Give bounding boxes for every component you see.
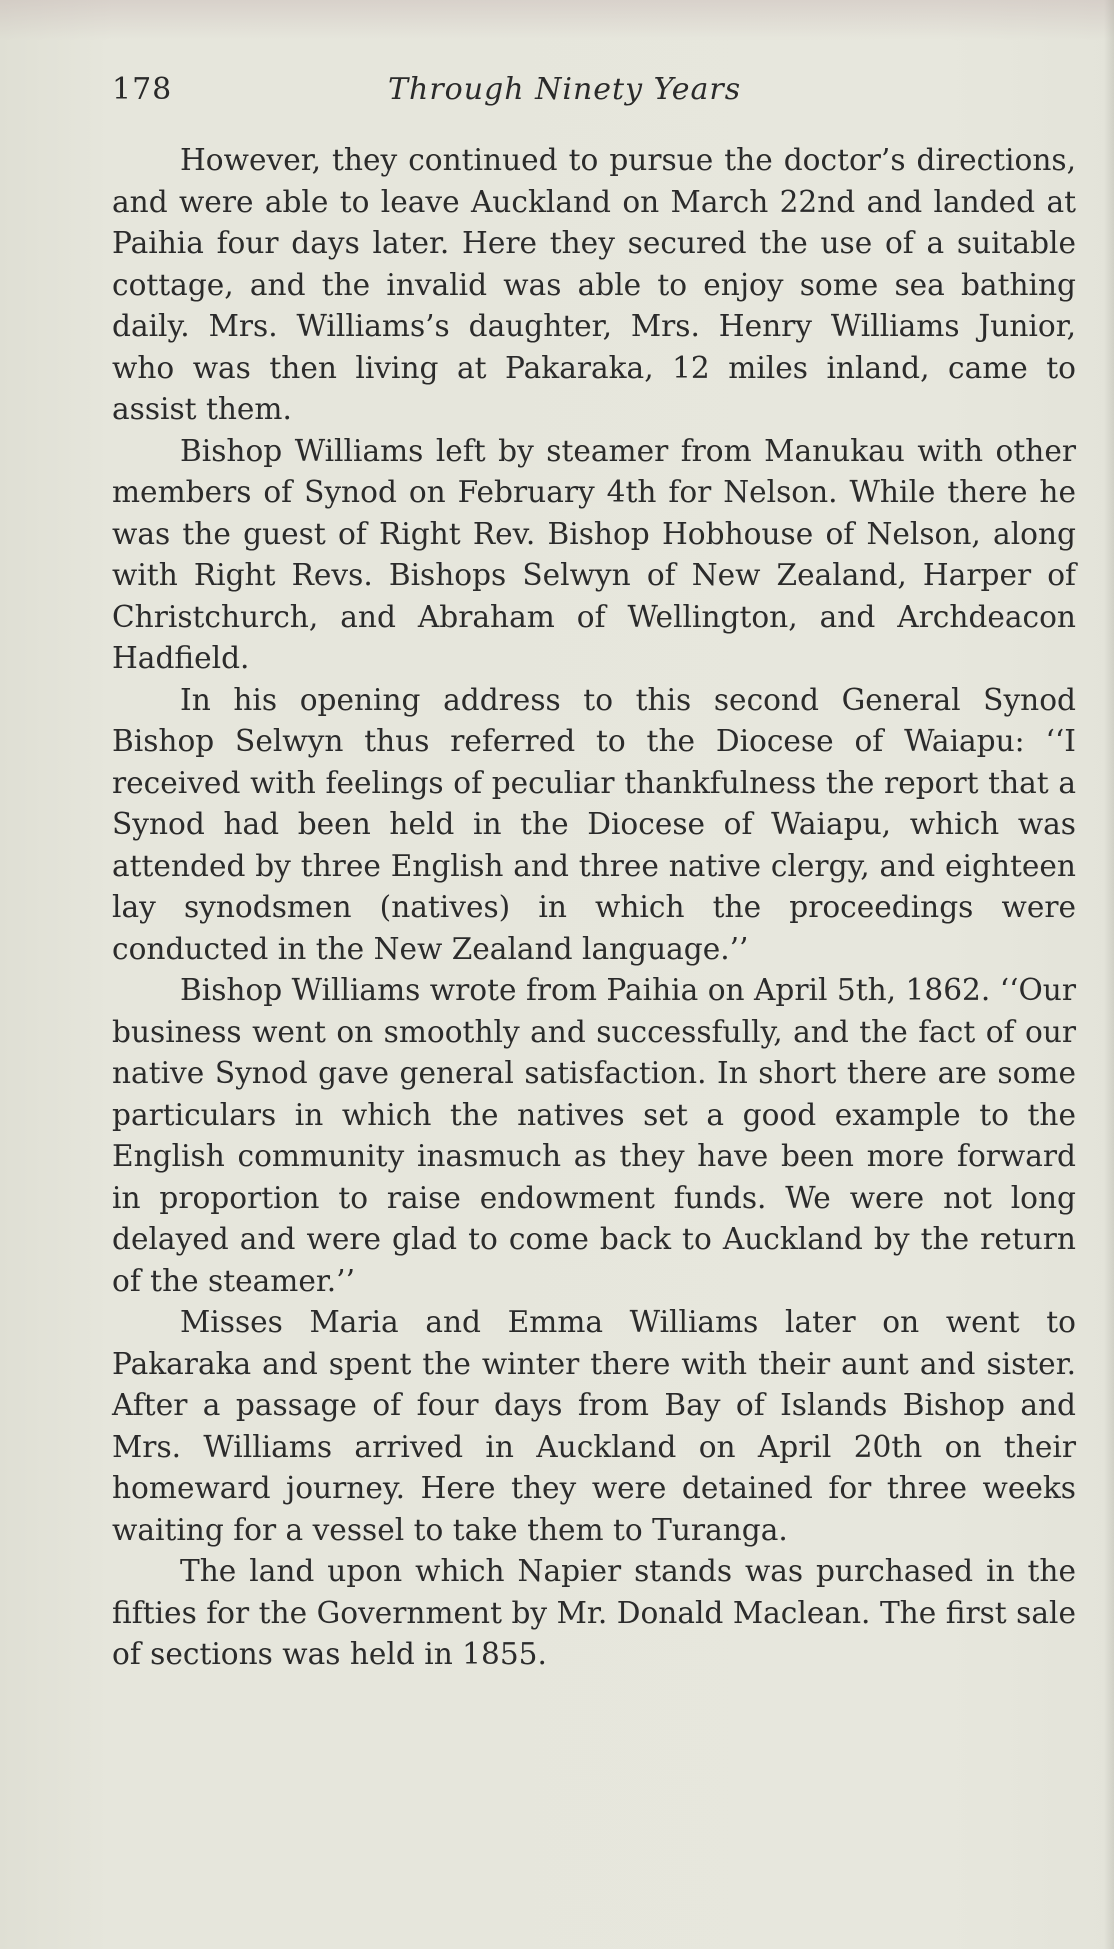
- body-text: [112, 140, 1076, 1676]
- running-title: Through Ninety Years: [388, 72, 742, 107]
- page-top-shading: [0, 0, 1114, 40]
- paragraph-1: However, they continued to pursue the doctor’s directions, and were able to leave Auckland on March 22nd and landed at Paihia four days later. Here they secured the use of a suitable cottage, and the invalid was able to enjoy some sea bathing daily. Mrs. Williams’s daughter, Mrs. Henry Williams Junior, who was then living at Pakaraka, 12 miles inland, came to assist them.: [112, 143, 1076, 426]
- paragraph-3: In his opening address to this second General Synod Bishop Selwyn thus referred to the Diocese of Waiapu: ‘‘I received with feelings of peculiar thankfulness the report that a Synod had been held in the Diocese of Waiapu, which was attended by three English and three native clergy, and eighteen lay synodsmen (natives) in which the proceedings were conducted in the New Zealand language.’’: [112, 682, 1076, 966]
- page-right-edge: [1104, 0, 1114, 1949]
- page-header: [112, 72, 1072, 122]
- page-number: 178: [112, 72, 173, 107]
- paragraph-4: Bishop Williams wrote from Paihia on April 5th, 1862. ‘‘Our business went on smoothly and successfully, and the fact of our native Synod gave general satisfaction. In short there are some particulars in which the natives set a good example to the English community inasmuch as they have been more forward in proportion to raise endowment funds. We were not long delayed and were glad to come back to Auckland by the return of the steamer.’’: [112, 973, 1076, 1298]
- paragraph-5: Misses Maria and Emma Williams later on went to Pakaraka and spent the winter there with their aunt and sister. After a passage of four days from Bay of Islands Bishop and Mrs. Williams arrived in Auckland on April 20th on their homeward journey. Here they were detained for three weeks waiting for a vessel to take them to Turanga.: [112, 1305, 1076, 1547]
- paragraph-2: Bishop Williams left by steamer from Manukau with other members of Synod on February 4th for Nelson. While there he was the guest of Right Rev. Bishop Hobhouse of Nelson, along with Right Revs. Bishops Selwyn of New Zealand, Harper of Christchurch, and Abraham of Wellington, and Archdeacon Hadfield.: [112, 433, 1076, 675]
- paragraph-6: The land upon which Napier stands was purchased in the fifties for the Government by Mr. Donald Maclean. The first sale of sections was held in 1855.: [112, 1554, 1076, 1671]
